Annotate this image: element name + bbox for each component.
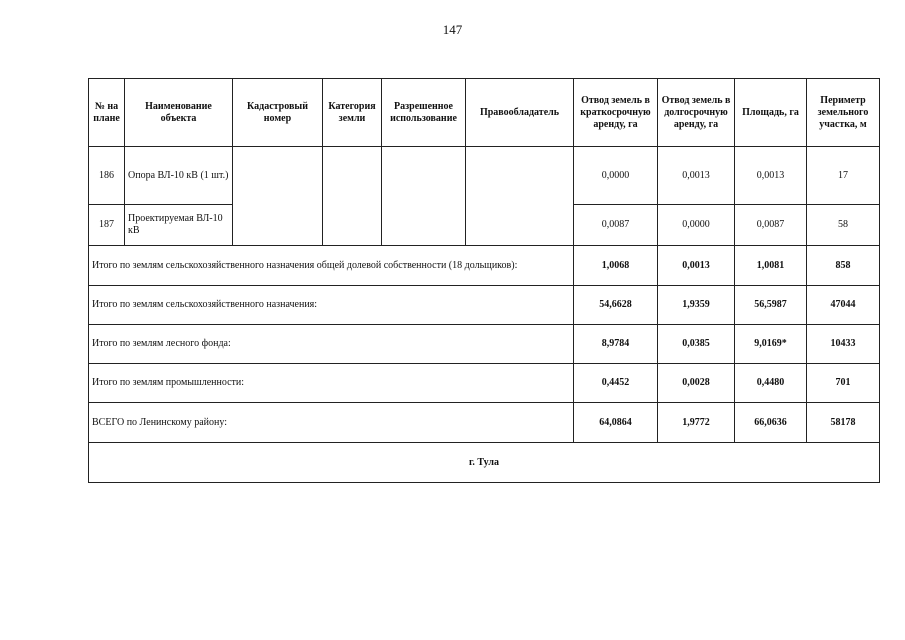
page-number: 147 <box>442 22 463 37</box>
subtotal-perimeter: 701 <box>807 364 880 403</box>
long-term-lease-cell: 0,0013 <box>658 147 735 205</box>
subtotal-perimeter: 858 <box>807 246 880 286</box>
header-object-name: Наименование объекта <box>125 79 233 147</box>
city-heading: г. Тула <box>89 443 880 483</box>
header-short-term-lease: Отвод земель в краткосрочную аренду, га <box>574 79 658 147</box>
subtotal-area: 0,4480 <box>735 364 807 403</box>
grand-total-short-term: 64,0864 <box>574 403 658 443</box>
subtotal-short-term: 0,4452 <box>574 364 658 403</box>
header-area: Площадь, га <box>735 79 807 147</box>
cadastral-number-cell <box>233 147 323 246</box>
header-right-holder: Правообладатель <box>466 79 574 147</box>
object-name-cell: Проектируемая ВЛ-10 кВ <box>125 205 233 246</box>
plan-number-cell: 187 <box>89 205 125 246</box>
subtotal-row <box>89 286 880 325</box>
short-term-lease-cell: 0,0087 <box>574 205 658 246</box>
perimeter-cell: 58 <box>807 205 880 246</box>
land-allocation-table <box>88 78 880 483</box>
grand-total-perimeter: 58178 <box>807 403 880 443</box>
long-term-lease-cell: 0,0000 <box>658 205 735 246</box>
subtotal-long-term: 1,9359 <box>658 286 735 325</box>
plan-number-cell: 186 <box>89 147 125 205</box>
header-long-term-lease: Отвод земель в долгосрочную аренду, га <box>658 79 735 147</box>
header-land-category: Категория земли <box>323 79 382 147</box>
land-category-cell <box>323 147 382 246</box>
area-cell: 0,0087 <box>735 205 807 246</box>
subtotal-label: Итого по землям сельскохозяйственного назначения общей долевой собственности (18 дольщиков): <box>89 246 574 286</box>
city-heading-row <box>89 443 880 483</box>
header-perimeter: Периметр земельного участка, м <box>807 79 880 147</box>
subtotal-long-term: 0,0013 <box>658 246 735 286</box>
subtotal-perimeter: 47044 <box>807 286 880 325</box>
subtotal-long-term: 0,0028 <box>658 364 735 403</box>
subtotal-label: Итого по землям лесного фонда: <box>89 325 574 364</box>
right-holder-cell <box>466 147 574 246</box>
subtotal-row <box>89 325 880 364</box>
subtotal-long-term: 0,0385 <box>658 325 735 364</box>
subtotal-label: Итого по землям сельскохозяйственного назначения: <box>89 286 574 325</box>
subtotal-row <box>89 364 880 403</box>
subtotal-area: 9,0169* <box>735 325 807 364</box>
area-cell: 0,0013 <box>735 147 807 205</box>
perimeter-cell: 17 <box>807 147 880 205</box>
short-term-lease-cell: 0,0000 <box>574 147 658 205</box>
table-header-row <box>89 79 880 147</box>
grand-total-long-term: 1,9772 <box>658 403 735 443</box>
subtotal-row <box>89 246 880 286</box>
object-name-cell: Опора ВЛ-10 кВ (1 шт.) <box>125 147 233 205</box>
grand-total-row <box>89 403 880 443</box>
permitted-use-cell <box>382 147 466 246</box>
grand-total-label: ВСЕГО по Ленинскому району: <box>89 403 574 443</box>
subtotal-label: Итого по землям промышленности: <box>89 364 574 403</box>
subtotal-area: 56,5987 <box>735 286 807 325</box>
subtotal-short-term: 1,0068 <box>574 246 658 286</box>
grand-total-area: 66,0636 <box>735 403 807 443</box>
subtotal-perimeter: 10433 <box>807 325 880 364</box>
header-permitted-use: Разрешенное использование <box>382 79 466 147</box>
table-row <box>89 147 880 205</box>
header-plan-number: № на плане <box>89 79 125 147</box>
subtotal-short-term: 54,6628 <box>574 286 658 325</box>
subtotal-area: 1,0081 <box>735 246 807 286</box>
subtotal-short-term: 8,9784 <box>574 325 658 364</box>
header-cadastral-number: Кадастровый номер <box>233 79 323 147</box>
